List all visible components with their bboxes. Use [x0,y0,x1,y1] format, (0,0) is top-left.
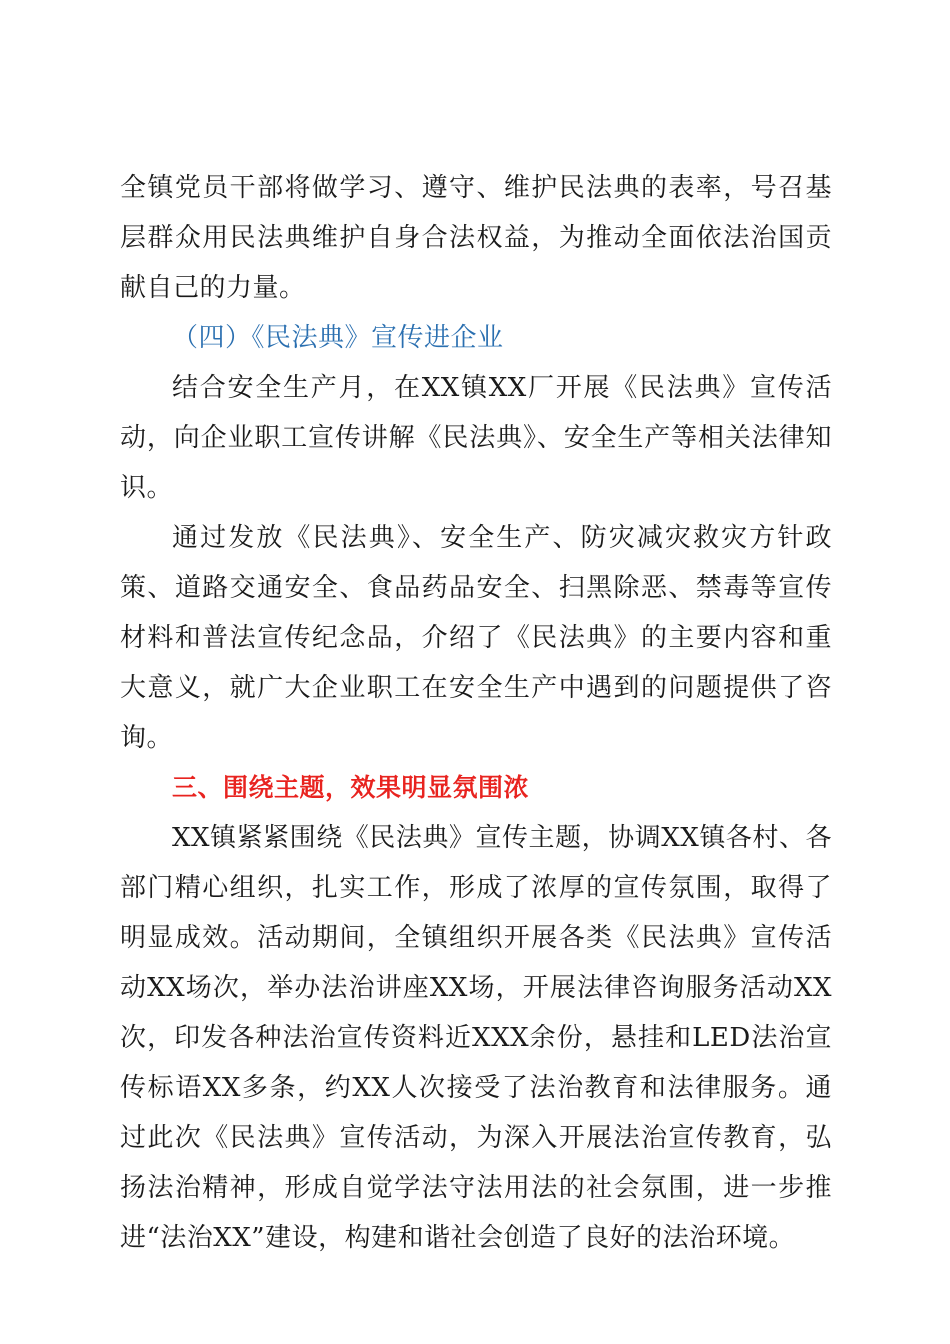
paragraph: XX镇紧紧围绕《民法典》宣传主题，协调XX镇各村、各部门精心组织，扎实工作，形成了浓厚的宣传氛围，取得了明显成效。活动期间，全镇组织开展各类《民法典》宣传活动XX场次，举办法治讲座XX场，开展法律咨询服务活动XX次，印发各种法治宣传资料近XXX余份，悬挂和LED法治宣传标语XX多条，约XX人次接受了法治教育和法律服务。通过此次《民法典》宣传活动，为深入开展法治宣传教育，弘扬法治精神，形成自觉学法守法用法的社会氛围，进一步推进“法治XX”建设，构建和谐社会创造了良好的法治环境。 [120,823,832,1253]
paragraph: 通过发放《民法典》、安全生产、防灾减灾救灾方针政策、道路交通安全、食品药品安全、扫黑除恶、禁毒等宣传材料和普法宣传纪念品，介绍了《民法典》的主要内容和重大意义，就广大企业职工在安全生产中遇到的问题提供了咨询。 [120,523,832,753]
paragraph: 结合安全生产月，在XX镇XX厂开展《民法典》宣传活动，向企业职工宣传讲解《民法典》、安全生产等相关法律知识。 [120,373,832,503]
section-heading: 三、围绕主题，效果明显氛围浓 [172,773,530,802]
document-page [120,163,832,1263]
paragraph-continued: 全镇党员干部将做学习、遵守、维护民法典的表率，号召基层群众用民法典维护自身合法权益，为推动全面依法治国贡献自己的力量。 [120,173,832,303]
section-subheading: （四）《民法典》宣传进企业 [172,323,504,353]
